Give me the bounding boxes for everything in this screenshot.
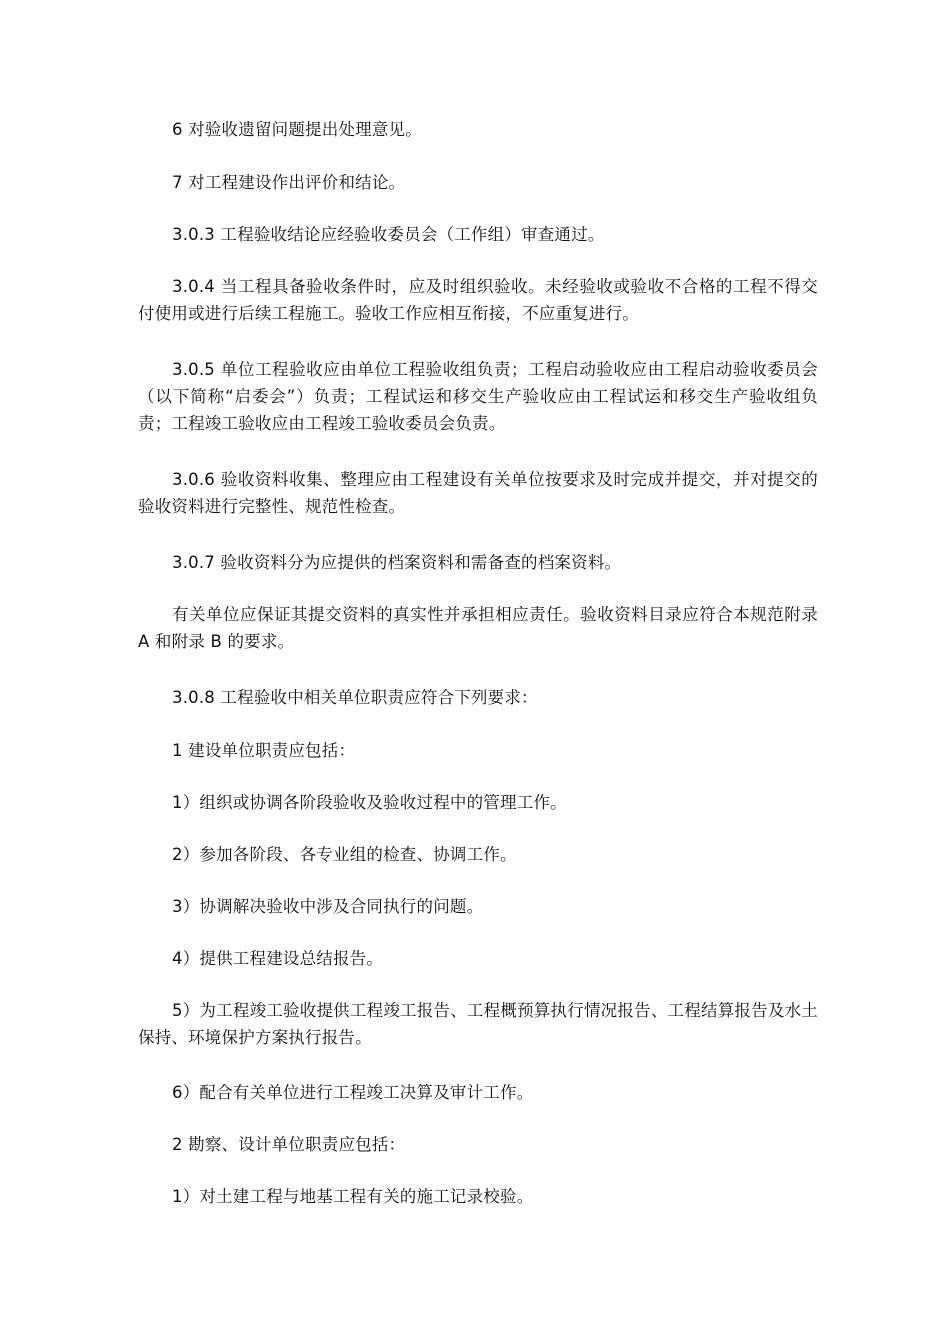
paragraph-3-0-6: 3.0.6 验收资料收集、整理应由工程建设有关单位按要求及时完成并提交，并对提交的验收资料进行完整性、规范性检查。 [138, 470, 818, 516]
paragraph-owner-duties-heading: 1 建设单位职责应包括： [172, 741, 356, 760]
paragraph-3-0-7: 3.0.7 验收资料分为应提供的档案资料和需备查的档案资料。 [172, 553, 622, 572]
paragraph-item-6: 6 对验收遗留问题提出处理意见。 [172, 120, 422, 139]
paragraph-design-duties-heading: 2 勘察、设计单位职责应包括： [172, 1135, 406, 1154]
paragraph-3-0-8: 3.0.8 工程验收中相关单位职责应符合下列要求： [172, 688, 538, 707]
paragraph-archive-responsibility: 有关单位应保证其提交资料的真实性并承担相应责任。验收资料目录应符合本规范附录 A 和附录 B 的要求。 [138, 605, 818, 651]
list-item-owner-4: 4）提供工程建设总结报告。 [172, 949, 384, 968]
list-item-owner-5: 5）为工程竣工验收提供工程竣工报告、工程概预算执行情况报告、工程结算报告及水土保持、环境保护方案执行报告。 [138, 1001, 818, 1047]
paragraph-3-0-3: 3.0.3 工程验收结论应经验收委员会（工作组）审查通过。 [172, 225, 605, 244]
list-item-owner-2: 2）参加各阶段、各专业组的检查、协调工作。 [172, 845, 517, 864]
paragraph-item-7: 7 对工程建设作出评价和结论。 [172, 173, 406, 192]
list-item-design-1: 1）对土建工程与地基工程有关的施工记录校验。 [172, 1187, 534, 1206]
paragraph-3-0-5: 3.0.5 单位工程验收应由单位工程验收组负责；工程启动验收应由工程启动验收委员会（以下简称“启委会”）负责；工程试运和移交生产验收应由工程试运和移交生产验收组负责；工程竣工验收应由工程竣工验收委员会负责。 [138, 360, 818, 433]
paragraph-3-0-4: 3.0.4 当工程具备验收条件时，应及时组织验收。未经验收或验收不合格的工程不得交付使用或进行后续工程施工。验收工作应相互衔接，不应重复进行。 [138, 277, 818, 323]
list-item-owner-1: 1）组织或协调各阶段验收及验收过程中的管理工作。 [172, 793, 567, 812]
list-item-owner-6: 6）配合有关单位进行工程竣工决算及审计工作。 [172, 1083, 534, 1102]
list-item-owner-3: 3）协调解决验收中涉及合同执行的问题。 [172, 897, 484, 916]
